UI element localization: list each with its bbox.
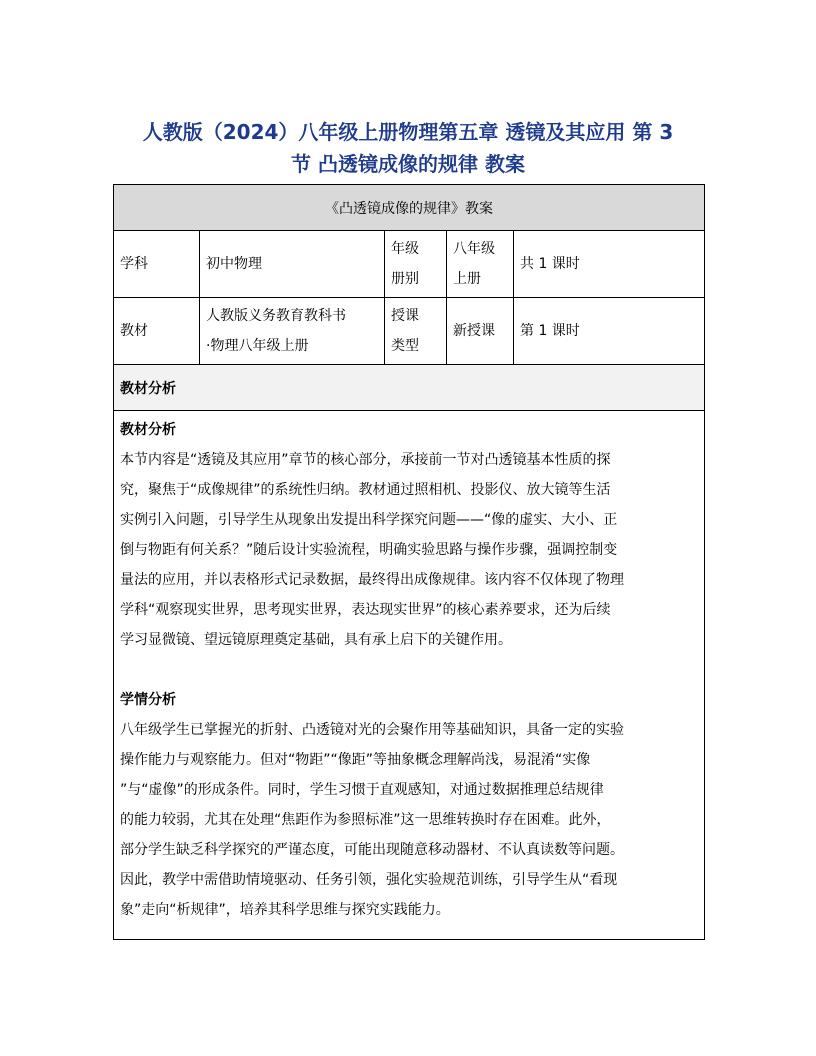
title-line-1: 人教版（2024）八年级上册物理第五章 透镜及其应用 第 3 — [142, 120, 674, 144]
analysis-body — [114, 411, 705, 940]
lesson-type-label: 授课 类型 — [385, 298, 447, 365]
grade-label: 年级 册别 — [385, 231, 447, 298]
subject-label: 学科 — [114, 231, 200, 298]
grade-value: 八年级 上册 — [447, 231, 514, 298]
table-row — [114, 298, 705, 365]
table-row — [114, 231, 705, 298]
paragraph-line: 的能力较弱，尤其在处理“焦距作为参照标准”这一思维转换时存在困难。此外， — [120, 812, 611, 828]
document-title — [112, 116, 704, 180]
paragraph-line: 因此，教学中需借助情境驱动、任务引领，强化实验规范训练，引导学生从“看现 — [120, 872, 618, 888]
subject-value: 初中物理 — [200, 231, 385, 298]
paragraph-line: 实例引入问题，引导学生从现象出发提出科学探究问题——“像的虚实、大小、正 — [120, 512, 618, 528]
title-line-2: 节 凸透镜成像的规律 教案 — [291, 152, 525, 176]
lesson-type-value: 新授课 — [447, 298, 514, 365]
lesson-plan-table — [113, 184, 705, 940]
table-header: 《凸透镜成像的规律》教案 — [114, 185, 705, 231]
total-hours: 共 1 课时 — [514, 231, 705, 298]
learner-analysis-heading: 学情分析 — [120, 692, 176, 708]
paragraph-line: 八年级学生已掌握光的折射、凸透镜对光的会聚作用等基础知识，具备一定的实验 — [120, 722, 624, 738]
paragraph-gap — [120, 655, 696, 685]
paragraph-line: 操作能力与观察能力。但对“物距”“像距”等抽象概念理解尚浅，易混淆“实像 — [120, 752, 591, 768]
paragraph-line: 部分学生缺乏科学探究的严谨态度，可能出现随意移动器材、不认真读数等问题。 — [120, 842, 624, 858]
paragraph-line: 学习显微镜、望远镜原理奠定基础，具有承上启下的关键作用。 — [120, 632, 512, 648]
textbook-value: 人教版义务教育教科书 ·物理八年级上册 — [200, 298, 385, 365]
paragraph-line: ”与“虚像”的形成条件。同时，学生习惯于直观感知，对通过数据推理总结规律 — [120, 782, 604, 798]
paragraph-line: 量法的应用，并以表格形式记录数据，最终得出成像规律。该内容不仅体现了物理 — [120, 572, 624, 588]
paragraph-line: 究，聚焦于“成像规律”的系统性归纳。教材通过照相机、投影仪、放大镜等生活 — [120, 482, 611, 498]
section-heading: 教材分析 — [114, 365, 705, 411]
paragraph-line: 象”走向“析规律”，培养其科学思维与探究实践能力。 — [120, 902, 450, 918]
textbook-analysis-heading: 教材分析 — [120, 422, 176, 438]
paragraph-line: 学科“观察现实世界，思考现实世界，表达现实世界”的核心素养要求，还为后续 — [120, 602, 611, 618]
paragraph-line: 倒与物距有何关系？”随后设计实验流程，明确实验思路与操作步骤，强调控制变 — [120, 542, 618, 558]
textbook-label: 教材 — [114, 298, 200, 365]
paragraph-line: 本节内容是“透镜及其应用”章节的核心部分，承接前一节对凸透镜基本性质的探 — [120, 452, 611, 468]
lesson-number: 第 1 课时 — [514, 298, 705, 365]
